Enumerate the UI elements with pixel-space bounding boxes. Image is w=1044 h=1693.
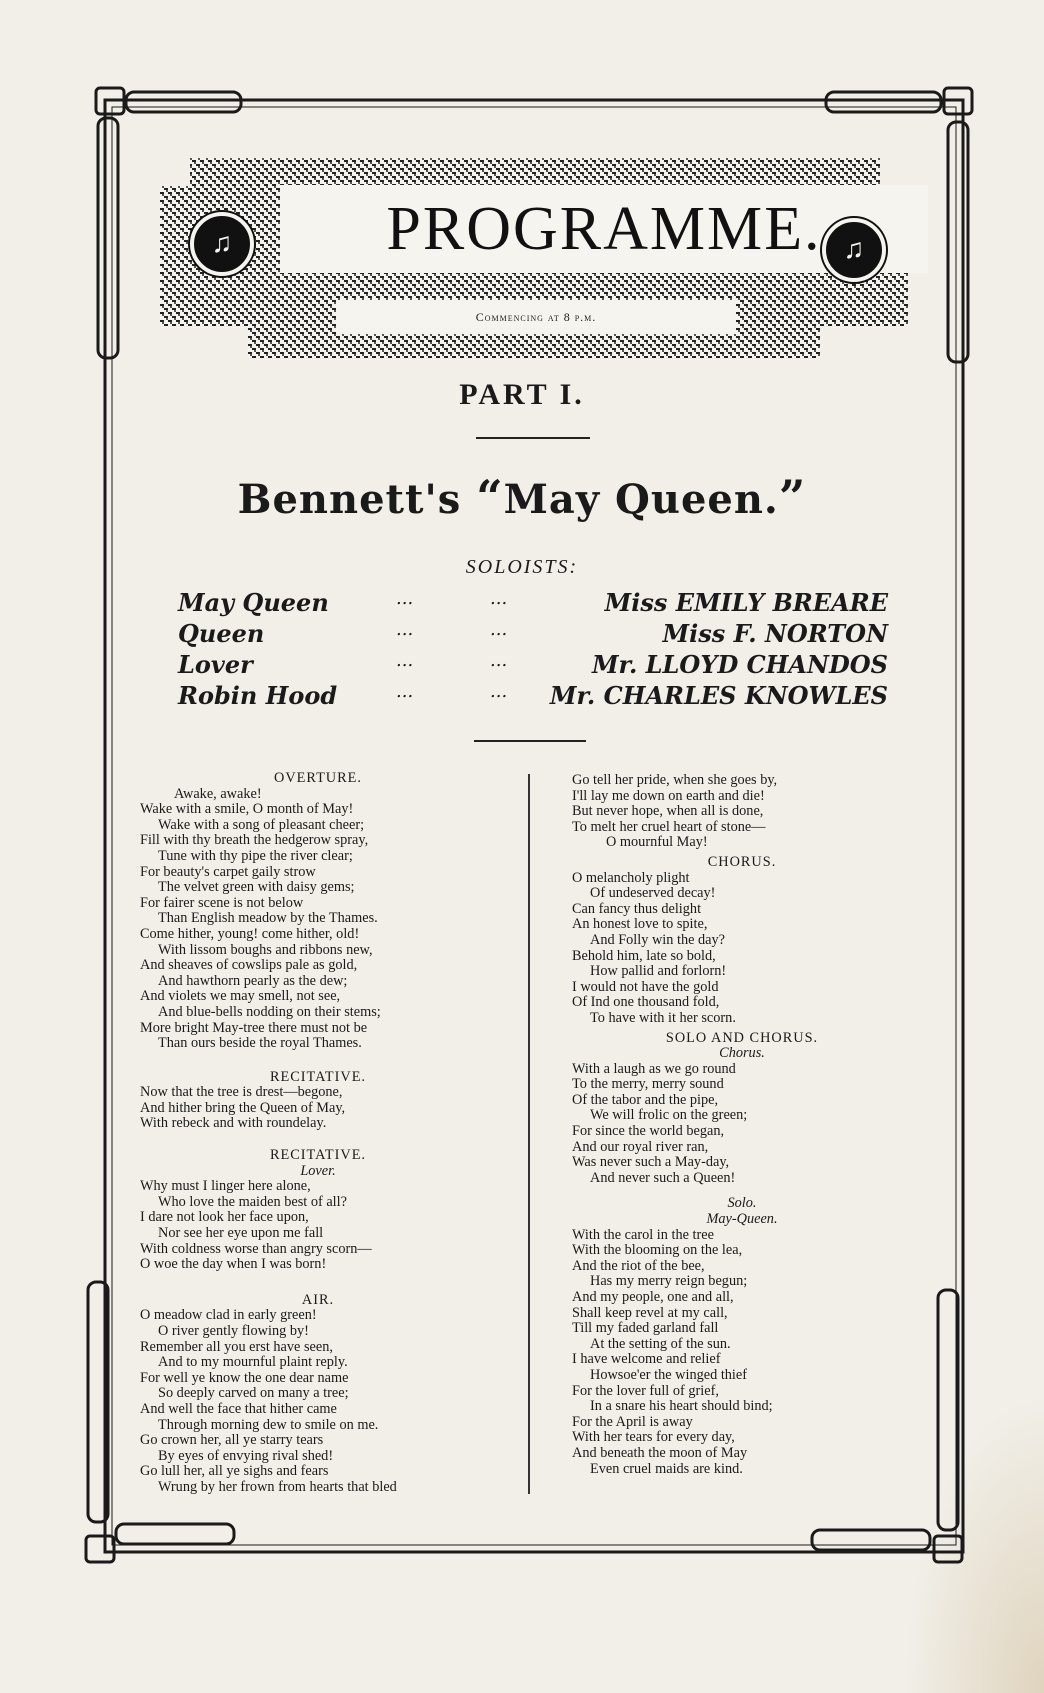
leader-dots: ... [490, 588, 508, 609]
verse-line: With her tears for every day, [572, 1429, 735, 1446]
soloist-role: Lover [178, 650, 253, 679]
verse-line: And well the face that hither came [140, 1400, 337, 1417]
verse-line: Wake with a song of pleasant cheer; [158, 816, 365, 833]
verse-line: I would not have the gold [572, 978, 719, 995]
verse-line: For the April is away [572, 1413, 693, 1430]
verse-line: O melancholy plight [572, 869, 690, 886]
verse-line: Tune with thy pipe the river clear; [158, 847, 353, 864]
verse-line: Wake with a smile, O month of May! [140, 801, 354, 818]
verse-line: Wrung by her frown from hearts that bled [158, 1478, 397, 1495]
verse-line: More bright May-tree there must not be [140, 1019, 368, 1036]
speaker-label: May-Queen. [706, 1211, 778, 1228]
verse-line: O meadow clad in early green! [140, 1307, 317, 1324]
verse-line: And to my mournful plaint reply. [158, 1354, 348, 1371]
verse-line: Who love the maiden best of all? [158, 1193, 347, 1210]
verse-line: So deeply carved on many a tree; [158, 1385, 349, 1402]
page-title: PROGRAMME. [386, 194, 822, 263]
verse-line: For fairer scene is not below [140, 894, 304, 911]
verse-line: At the setting of the sun. [590, 1335, 731, 1352]
verse-line: Of Ind one thousand fold, [572, 994, 720, 1011]
leader-dots: ... [396, 588, 414, 609]
verse-line: With lissom boughs and ribbons new, [158, 941, 373, 958]
verse-line: Behold him, late so bold, [572, 947, 716, 964]
leader-dots: ... [490, 619, 508, 640]
verse-line: And violets we may smell, not see, [140, 988, 341, 1005]
left-column [140, 767, 496, 1496]
verse-line: Even cruel maids are kind. [590, 1460, 743, 1477]
verse-line: And sheaves of cowslips pale as gold, [140, 957, 358, 974]
verse-line: By eyes of envying rival shed! [158, 1447, 334, 1464]
verse-line: Of the tabor and the pipe, [572, 1091, 719, 1108]
verse-line: Nor see her eye upon me fall [158, 1225, 324, 1242]
verse-line: To the merry, merry sound [572, 1076, 724, 1093]
verse-line: The velvet green with daisy gems; [158, 879, 355, 896]
verse-line: I'll lay me down on earth and die! [572, 787, 765, 804]
part-title: PART I. [459, 378, 585, 411]
work-title: Bennett's “May Queen.” [237, 470, 807, 524]
verse-line: Howsoe'er the winged thief [590, 1366, 748, 1383]
verse-line: But never hope, when all is done, [572, 803, 764, 820]
verse-line: For well ye know the one dear name [140, 1369, 349, 1386]
verse-line: Till my faded garland fall [572, 1320, 719, 1337]
verse-line: Remember all you erst have seen, [140, 1338, 333, 1355]
verse-line: To melt her cruel heart of stone— [572, 818, 766, 835]
right-column [572, 773, 912, 1477]
verse-line: And beneath the moon of May [572, 1444, 748, 1461]
verse-line: And blue-bells nodding on their stems; [158, 1003, 381, 1020]
soloists-heading: SOLOISTS: [465, 556, 579, 578]
verse-line: We will frolic on the green; [590, 1107, 748, 1124]
verse-line: For the lover full of grief, [572, 1382, 719, 1399]
soloist-name: Mr. CHARLES KNOWLES [549, 681, 888, 710]
composer: Bennett's [237, 476, 462, 523]
soloist-row [178, 681, 888, 712]
soloists-list [178, 588, 888, 712]
section-heading: SOLO AND CHORUS. [665, 1029, 819, 1046]
verse-line: Was never such a May-day, [572, 1154, 730, 1171]
verse-line: For beauty's carpet gaily strow [140, 863, 316, 880]
speaker-label: Lover. [300, 1162, 336, 1179]
verse-line: Can fancy thus delight [572, 900, 702, 917]
soloist-row [178, 619, 888, 650]
verse-line: Through morning dew to smile on me. [158, 1416, 379, 1433]
verse-line: How pallid and forlorn! [590, 963, 727, 980]
section-heading: RECITATIVE. [269, 1147, 367, 1164]
verse-line: Fill with thy breath the hedgerow spray, [140, 832, 369, 849]
section-heading: CHORUS. [707, 853, 777, 870]
soloist-name: Mr. LLOYD CHANDOS [591, 650, 888, 679]
start-time: Commencing at 8 p.m. [475, 309, 597, 324]
verse-line: Shall keep revel at my call, [572, 1304, 728, 1321]
soloist-role: Robin Hood [178, 681, 338, 710]
verse-line: I have welcome and relief [572, 1351, 721, 1368]
verse-line: For since the world began, [572, 1123, 725, 1140]
verse-line: Go crown her, all ye starry tears [140, 1432, 324, 1449]
leader-dots: ... [490, 681, 508, 702]
part-label: Solo. [727, 1195, 757, 1212]
part-label: Chorus. [719, 1045, 765, 1062]
verse-line: Than English meadow by the Thames. [158, 910, 378, 927]
verse-line: With the blooming on the lea, [572, 1242, 743, 1259]
section-heading: AIR. [301, 1291, 335, 1308]
section-heading: OVERTURE. [274, 770, 362, 786]
verse-line: To have with it her scorn. [590, 1009, 736, 1026]
verse-line: O river gently flowing by! [158, 1323, 309, 1339]
verse-line: Now that the tree is drest—begone, [140, 1084, 343, 1101]
lyre-icon: ♫ [190, 212, 254, 276]
leader-dots: ... [396, 619, 414, 640]
soloist-role: May Queen [178, 588, 329, 617]
verse-line: And hither bring the Queen of May, [140, 1099, 346, 1116]
verse-line: And the riot of the bee, [572, 1257, 705, 1274]
leader-dots: ... [396, 650, 414, 671]
verse-line: Awake, awake! [174, 785, 262, 802]
verse-line: Why must I linger here alone, [140, 1178, 311, 1195]
verse-line: Go lull her, all ye sighs and fears [140, 1463, 329, 1480]
verse-line: With coldness worse than angry scorn— [140, 1240, 372, 1257]
verse-line: Go tell her pride, when she goes by, [572, 772, 778, 788]
verse-line: And my people, one and all, [572, 1289, 734, 1305]
verse-line: And our royal river ran, [572, 1138, 709, 1155]
soloist-row [178, 588, 888, 619]
verse-line: In a snare his heart should bind; [590, 1398, 773, 1415]
verse-line: With rebeck and with roundelay. [140, 1115, 327, 1132]
section-heading: RECITATIVE. [269, 1068, 367, 1085]
leader-dots: ... [490, 650, 508, 671]
column-divider [528, 774, 530, 1494]
divider-rule [476, 437, 590, 439]
lyre-icon: ♫ [822, 218, 886, 282]
verse-line: With a laugh as we go round [572, 1060, 736, 1077]
spacer [140, 1132, 496, 1144]
verse-line: Than ours beside the royal Thames. [158, 1035, 362, 1052]
soloist-name: Miss EMILY BREARE [604, 588, 888, 617]
spacer [140, 1273, 496, 1289]
verse-line: I dare not look her face upon, [140, 1209, 309, 1226]
verse-line: Has my merry reign begun; [590, 1273, 748, 1290]
verse-line: Of undeserved decay! [590, 885, 716, 902]
programme-banner [160, 155, 908, 360]
spacer [140, 1052, 496, 1066]
verse-line: Come hither, young! come hither, old! [140, 925, 360, 942]
verse-line: An honest love to spite, [572, 916, 708, 933]
verse-line: O woe the day when I was born! [140, 1256, 327, 1273]
soloist-role: Queen [178, 619, 265, 648]
divider-rule [474, 740, 586, 742]
soloist-row [178, 650, 888, 681]
verse-line: With the carol in the tree [572, 1226, 714, 1243]
leader-dots: ... [396, 681, 414, 702]
work-name: May Queen. [503, 476, 779, 523]
verse-line: And Folly win the day? [590, 931, 726, 948]
verse-line: And hawthorn pearly as the dew; [158, 972, 348, 989]
verse-line: And never such a Queen! [590, 1169, 736, 1186]
soloist-name: Miss F. NORTON [662, 619, 888, 648]
verse-line: O mournful May! [606, 834, 708, 851]
